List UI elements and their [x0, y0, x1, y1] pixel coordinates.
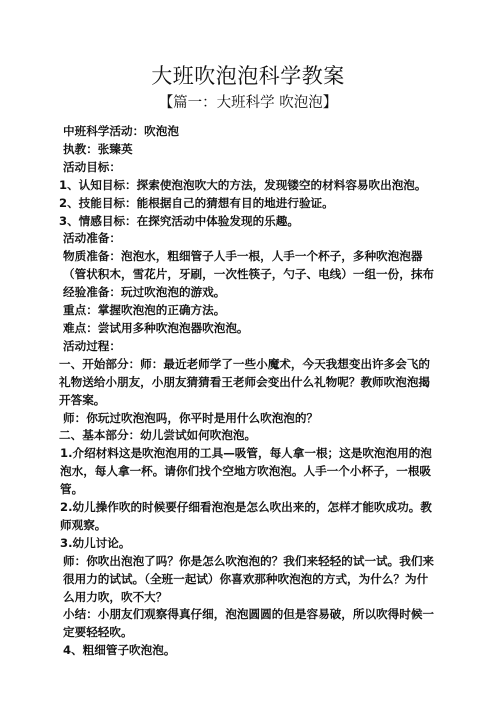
- paragraph-goal-3: 3、情感目标：在探究活动中体验发现的乐趣。: [59, 213, 299, 228]
- document-title: 大班吹泡泡科学教案: [151, 64, 345, 88]
- paragraph-key-point: 重点：掌握吹泡泡的正确方法。: [63, 303, 226, 318]
- paragraph-main-part: 二、基本部分：幼儿尝试如何吹泡泡。: [59, 428, 257, 443]
- paragraph-process-heading: 活动过程：: [63, 338, 121, 353]
- paragraph-material-prep: 物质准备：泡泡水，粗细管子人手一根，人手一个杯子，多种吹泡泡器（管状积木，雪花片，牙刷，一次性筷子，勺子、电线）一组一份，抹布: [63, 249, 435, 282]
- paragraph-activity-name: 中班科学活动：吹泡泡: [63, 124, 179, 138]
- paragraph-summary: 小结：小朋友们观察得真仔细，泡泡圆圆的但是容易破，所以吹得时候一定要轻轻吹。: [63, 607, 435, 640]
- paragraph-goal-1: 1、认知目标：探索使泡泡吹大的方法，发现镂空的材料容易吹出泡泡。: [59, 177, 427, 192]
- paragraph-step-3: 3.幼儿讨论。: [60, 535, 131, 550]
- document-body: [59, 123, 439, 660]
- paragraph-experience-prep: 经验准备：玩过吹泡泡的游戏。: [63, 285, 226, 300]
- paragraph-step-1: 1.介绍材料这是吹泡泡用的工具—吸管，每人拿一根；这是吹泡泡用的泡泡水，每人拿一杯。请你们找个空地方吹泡泡。人手一个小杯子，一根吸管。: [60, 446, 432, 497]
- document-subtitle: 【篇一：大班科学 吹泡泡】: [158, 95, 338, 111]
- paragraph-goals-heading: 活动目标：: [63, 159, 121, 174]
- paragraph-step-4: 4、粗细管子吹泡泡。: [63, 643, 176, 658]
- paragraph-teacher: 执教：张臻英: [63, 141, 133, 156]
- paragraph-step-2: 2.幼儿操作吹的时候要仔细看泡泡是怎么吹出来的，怎样才能吹成功。教师观察。: [60, 500, 432, 532]
- paragraph-goal-2: 2、技能目标：能根据自己的猜想有目的地进行验证。: [59, 195, 334, 210]
- paragraph-discussion: 师：你吹出泡泡了吗？你是怎么吹泡泡的？我们来轻轻的试一试。我们来很用力的试试。（全班一起试）你喜欢那种吹泡泡的方式，为什么？为什么用力吹，吹不大？: [63, 553, 435, 604]
- paragraph-teacher-question: 师：你玩过吹泡泡吗，你平时是用什么吹泡泡的？: [63, 410, 319, 425]
- paragraph-prep-heading: 活动准备：: [63, 231, 121, 246]
- paragraph-opening: 一、开始部分：师：最近老师学了一些小魔术，今天我想变出许多会飞的礼物送给小朋友，小朋友猜猜看王老师会变出什么礼物呢？教师吹泡泡揭开答案。: [59, 356, 431, 407]
- paragraph-difficulty: 难点：尝试用多种吹泡泡器吹泡泡。: [63, 320, 249, 335]
